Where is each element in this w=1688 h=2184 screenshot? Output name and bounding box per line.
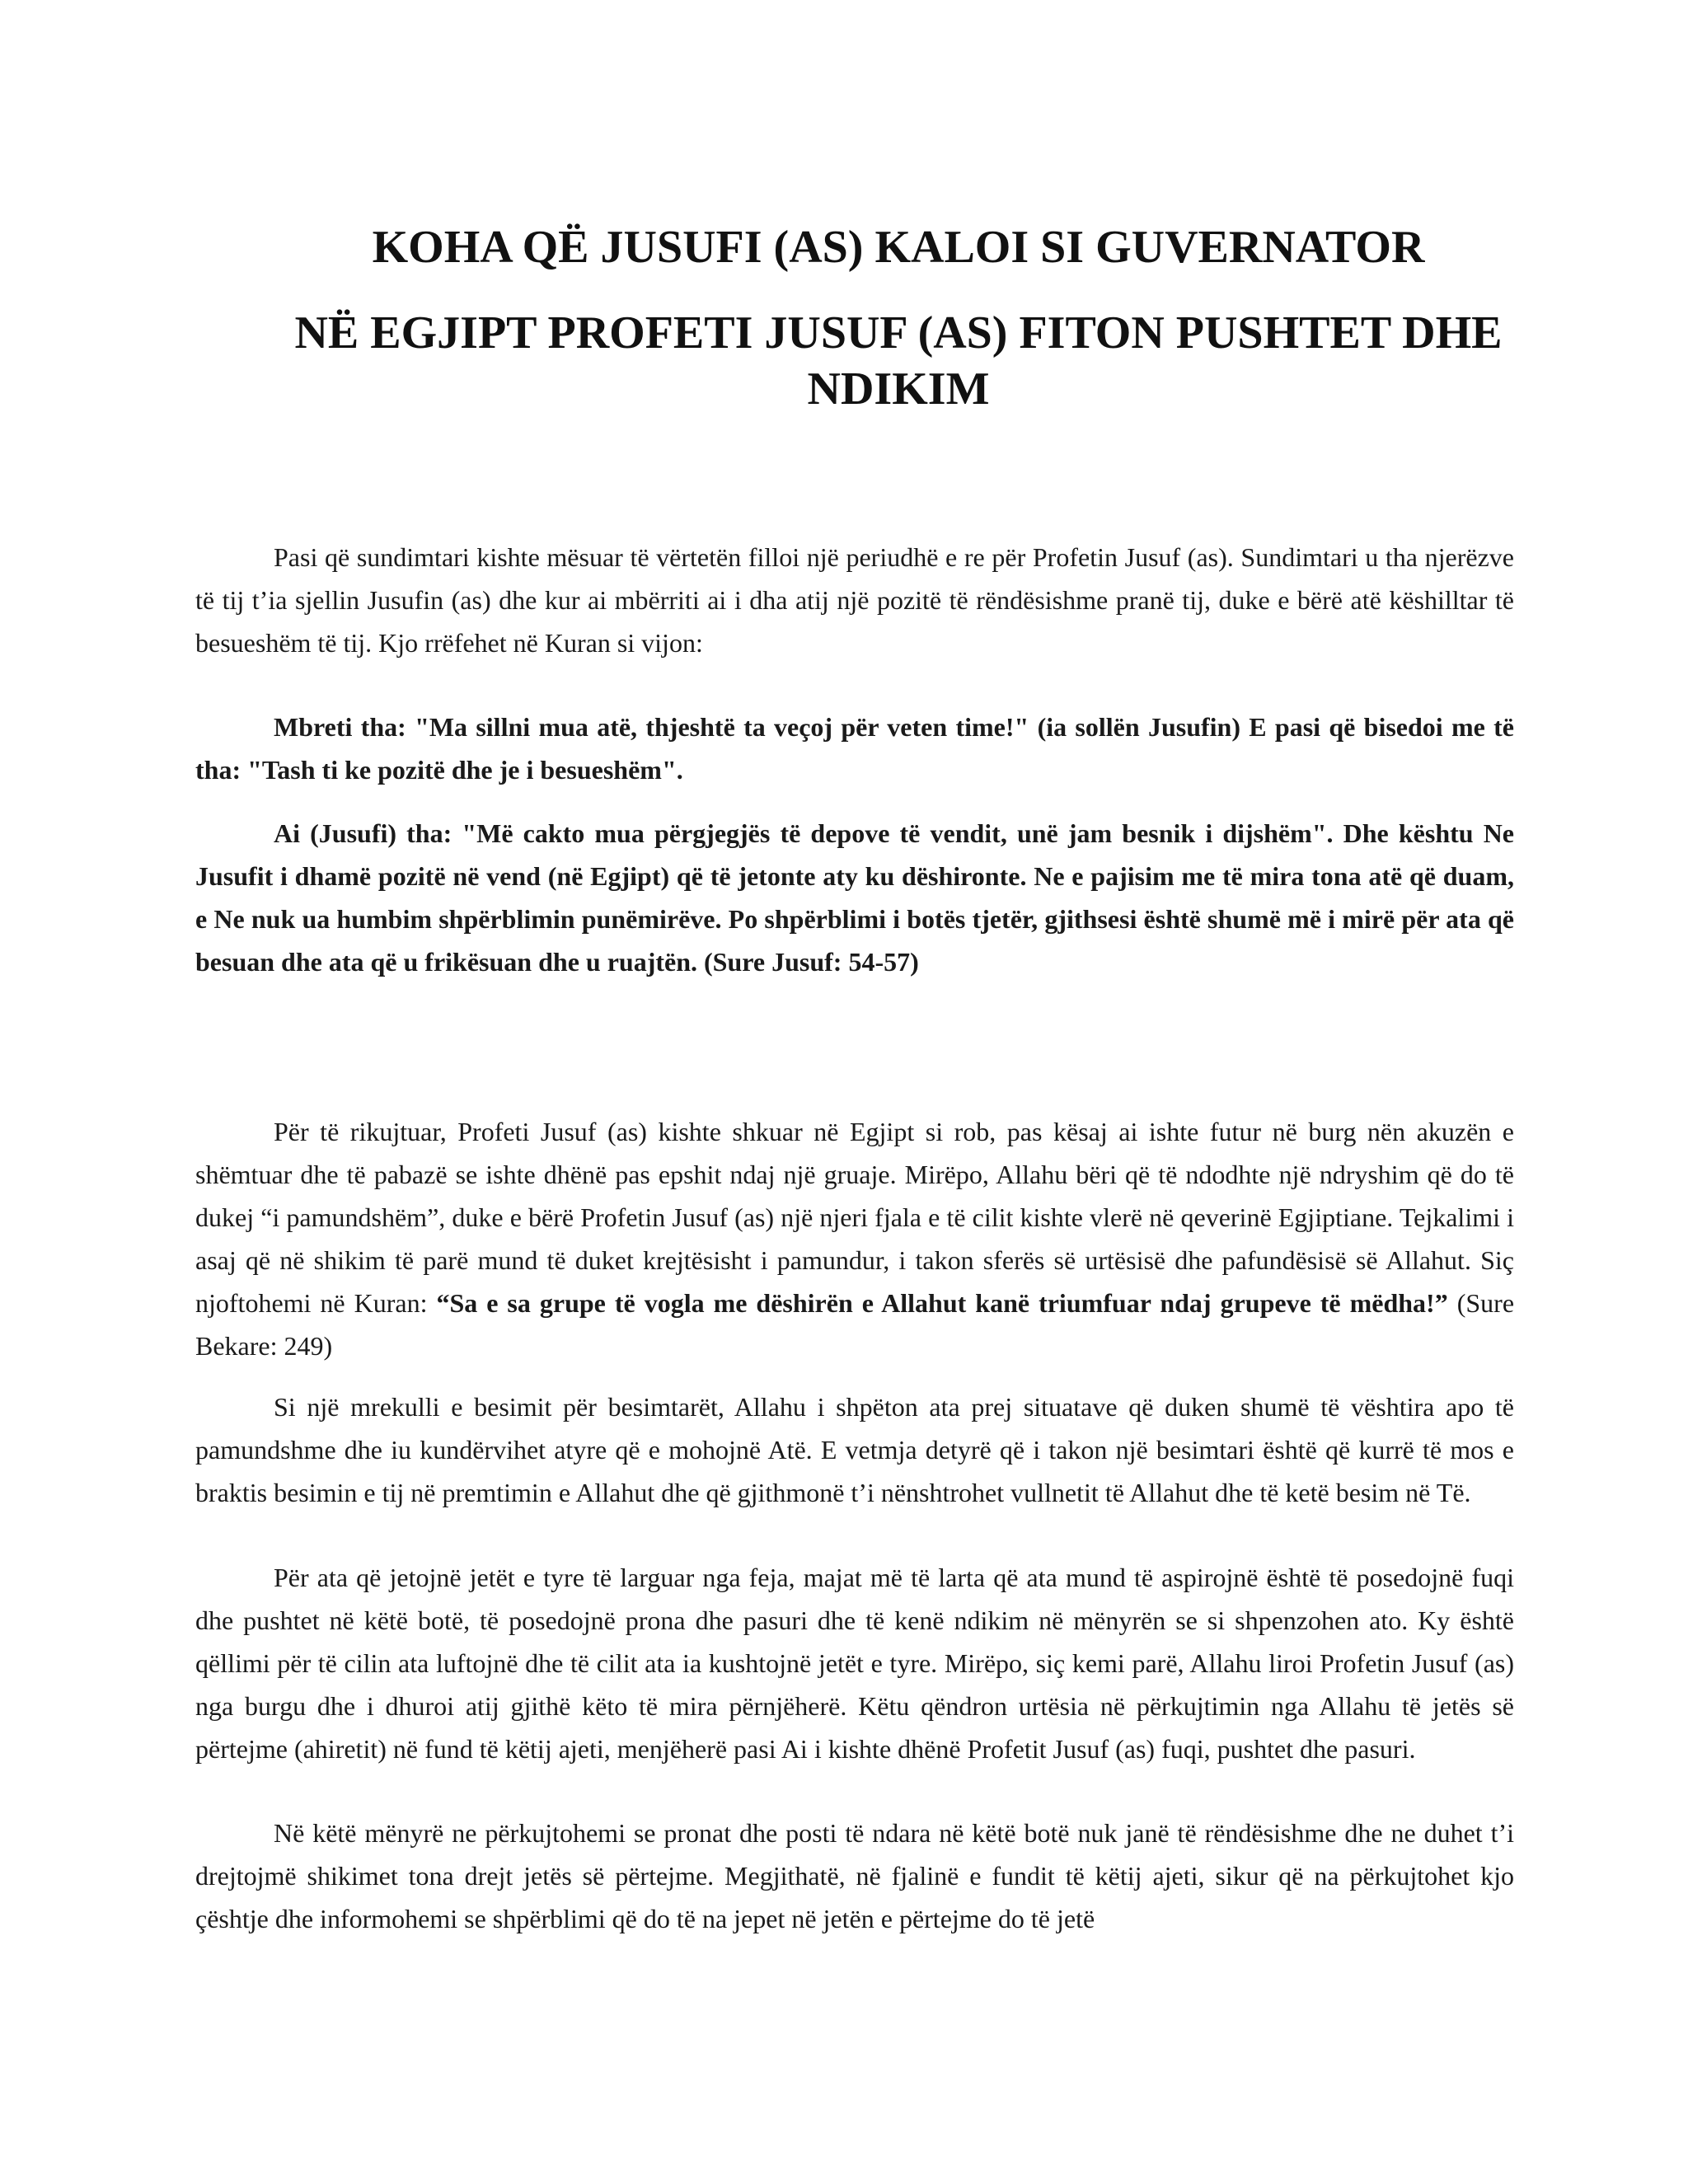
paragraph-miracle: Si një mrekulli e besimit për besimtarët, Allahu i shpëton ata prej situatave që duken shumë të vështira apo të pamundshme dhe iu kundërvihet atyre që e mohojnë Atë. E vetmja detyrë që i takon një besimtari është që kurrë të mos e braktis besimin e tij në premtimin e Allahut dhe që gjithmonë t’i nënshtrohet vullnetit të Allahut dhe të ketë besim në Të. [195,1392,1514,1507]
paragraph-hereafter: Në këtë mënyrë ne përkujtohemi se pronat dhe posti të ndara në këtë botë nuk janë të rëndësishme dhe ne duhet t’i drejtojmë shikimet tona drejt jetës së përtejme. Megjithatë, në fjalinë e fundit të këtij ajeti, sikur që na përkujtohet kjo çështje dhe informohemi se shpërblimi që do të na jepet në jetën e përtejme do të jetë [195,1818,1514,1933]
quran-quote-2: Ai (Jusufi) tha: "Më cakto mua përgjegjës të depove të vendit, unë jam besnik i dijshëm". Dhe kështu Ne Jusufit i dhamë pozitë në vend (në Egjipt) që të jetonte aty ku dëshironte. Ne e pajisim me të mira tona atë që duam, e Ne nuk ua humbim shpërblimin punëmirëve. Po shpërblimi i botës tjetër, gjithsesi është shumë më i mirë për ata që besuan dhe ata që u frikësuan dhe u ruajtën. (Sure Jusuf: 54-57) [195,818,1514,977]
paragraph-recall [195,1110,1514,1367]
paragraph-recall-quote: “Sa e sa grupe të vogla me dëshirën e Allahut kanë triumfuar ndaj grupeve të mëdha!” [436,1288,1448,1318]
paragraph-intro: Pasi që sundimtari kishte mësuar të vërtetën filloi një periudhë e re për Profetin Jusuf (as). Sundimtari u tha njerëzve të tij t’ia sjellin Jusufin (as) dhe kur ai mbërriti ai i dha atij një pozitë të rëndësishme pranë tij, duke e bërë atë këshilltar të besueshëm të tij. Kjo rrëfehet në Kuran si vijon: [195,542,1514,658]
paragraph-recall-reference: (Sure Bekare: 249) [195,1288,1515,1361]
page-title: KOHA QË JUSUFI (AS) KALOI SI GUVERNATOR [372,222,1425,273]
title-block [272,221,1525,417]
page-subtitle: NË EGJIPT PROFETI JUSUF (AS) FITON PUSHTET DHE NDIKIM [294,307,1503,415]
paragraph-recall-text: Për të rikujtuar, Profeti Jusuf (as) kishte shkuar në Egjipt si rob, pas kësaj ai ishte futur në burg nën akuzën e shëmtuar dhe të pabazë se ishte dhënë pas epshit ndaj një gruaje. Mirëpo, Allahu bëri që të ndodhte një ndryshim që do të dukej “i pamundshëm”, duke e bërë Profetin Jusuf (as) një njeri fjala e të cilit kishte vlerë në qeverinë Egjiptiane. Tejkalimi i asaj që në shikim të parë mund të duket krejtësisht i pamundur, i takon sferës së urtësisë dhe pafundësisë së Allahut. Siç njoftohemi në Kuran: [195,1117,1514,1318]
quran-quote-1: Mbreti tha: "Ma sillni mua atë, thjeshtë ta veçoj për veten time!" (ia sollën Jusufin) E pasi që bisedoi me të tha: "Tash ti ke pozitë dhe je i besueshëm". [195,712,1514,785]
paragraph-worldly: Për ata që jetojnë jetët e tyre të larguar nga feja, majat më të larta që ata mund të aspirojnë është të posedojnë fuqi dhe pushtet në këtë botë, të posedojnë prona dhe pasuri dhe të kenë ndikim në mënyrën se si shpenzohen ato. Ky është qëllimi për të cilin ata luftojnë dhe të cilit ata ia kushtojnë jetët e tyre. Mirëpo, siç kemi parë, Allahu liroi Profetin Jusuf (as) nga burgu dhe i dhuroi atij gjithë këto të mira përnjëherë. Këtu qëndron urtësia në përkujtimin nga Allahu të jetës së përtejme (ahiretit) në fund të këtij ajeti, menjëherë pasi Ai i kishte dhënë Profetit Jusuf (as) fuqi, pushtet dhe pasuri. [195,1563,1514,1764]
